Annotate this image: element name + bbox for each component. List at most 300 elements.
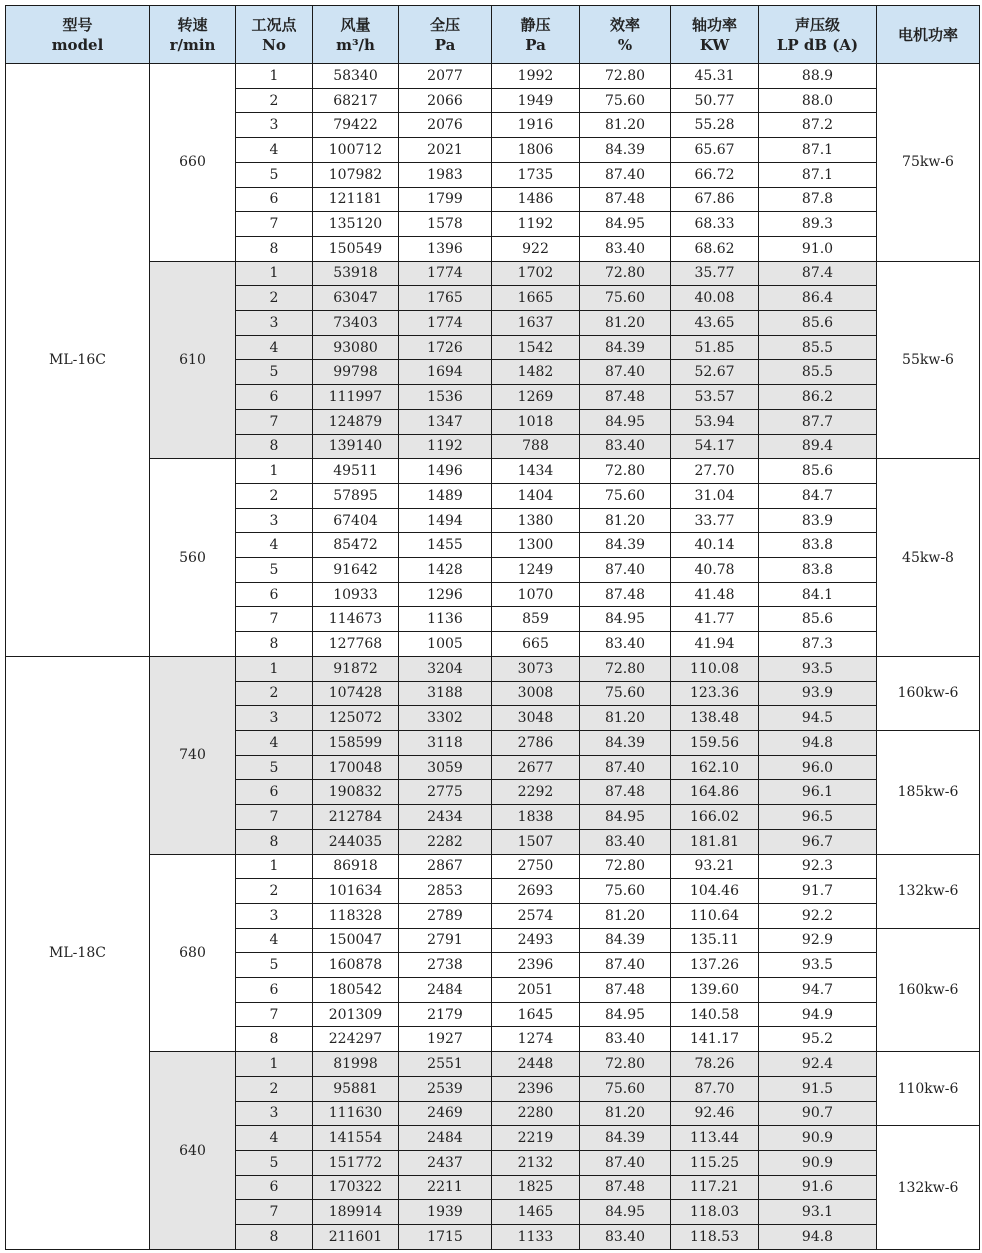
point-cell: 3 xyxy=(236,113,313,138)
sound-level-cell: 84.7 xyxy=(759,483,877,508)
sound-level-cell: 87.1 xyxy=(759,138,877,163)
efficiency-cell: 72.80 xyxy=(580,854,671,879)
efficiency-cell: 72.80 xyxy=(580,459,671,484)
speed-cell: 740 xyxy=(150,656,236,854)
point-cell: 6 xyxy=(236,582,313,607)
sound-level-cell: 88.0 xyxy=(759,88,877,113)
efficiency-cell: 75.60 xyxy=(580,88,671,113)
efficiency-cell: 87.48 xyxy=(580,385,671,410)
efficiency-cell: 75.60 xyxy=(580,681,671,706)
static-pressure-cell: 3048 xyxy=(492,706,580,731)
airflow-cell: 150047 xyxy=(313,928,399,953)
sound-level-cell: 83.8 xyxy=(759,558,877,583)
efficiency-cell: 87.40 xyxy=(580,558,671,583)
shaft-power-cell: 45.31 xyxy=(671,64,759,89)
airflow-cell: 114673 xyxy=(313,607,399,632)
static-pressure-cell: 2219 xyxy=(492,1126,580,1151)
sound-level-cell: 96.1 xyxy=(759,780,877,805)
efficiency-cell: 81.20 xyxy=(580,1101,671,1126)
airflow-cell: 81998 xyxy=(313,1052,399,1077)
shaft-power-cell: 117.21 xyxy=(671,1175,759,1200)
header-point: 工况点 No xyxy=(236,6,313,64)
airflow-cell: 99798 xyxy=(313,360,399,385)
efficiency-cell: 83.40 xyxy=(580,434,671,459)
airflow-cell: 57895 xyxy=(313,483,399,508)
efficiency-cell: 83.40 xyxy=(580,829,671,854)
header-row xyxy=(6,6,980,64)
airflow-cell: 224297 xyxy=(313,1027,399,1052)
sound-level-cell: 94.9 xyxy=(759,1002,877,1027)
total-pressure-cell: 1774 xyxy=(399,311,492,336)
point-cell: 6 xyxy=(236,1175,313,1200)
point-cell: 2 xyxy=(236,88,313,113)
sound-level-cell: 87.7 xyxy=(759,409,877,434)
shaft-power-cell: 113.44 xyxy=(671,1126,759,1151)
efficiency-cell: 87.40 xyxy=(580,953,671,978)
point-cell: 1 xyxy=(236,261,313,286)
efficiency-cell: 84.95 xyxy=(580,607,671,632)
shaft-power-cell: 118.53 xyxy=(671,1225,759,1250)
efficiency-cell: 87.40 xyxy=(580,755,671,780)
airflow-cell: 53918 xyxy=(313,261,399,286)
header-motor-power: 电机功率 xyxy=(877,6,980,64)
point-cell: 2 xyxy=(236,286,313,311)
motor-power-cell: 75kw-6 xyxy=(877,64,980,262)
shaft-power-cell: 41.77 xyxy=(671,607,759,632)
point-cell: 7 xyxy=(236,805,313,830)
airflow-cell: 127768 xyxy=(313,632,399,657)
airflow-cell: 135120 xyxy=(313,212,399,237)
efficiency-cell: 84.95 xyxy=(580,1200,671,1225)
total-pressure-cell: 1296 xyxy=(399,582,492,607)
efficiency-cell: 87.48 xyxy=(580,187,671,212)
total-pressure-cell: 1578 xyxy=(399,212,492,237)
total-pressure-cell: 2853 xyxy=(399,879,492,904)
shaft-power-cell: 68.62 xyxy=(671,236,759,261)
motor-power-cell: 160kw-6 xyxy=(877,656,980,730)
airflow-cell: 49511 xyxy=(313,459,399,484)
sound-level-cell: 94.5 xyxy=(759,706,877,731)
static-pressure-cell: 788 xyxy=(492,434,580,459)
point-cell: 1 xyxy=(236,1052,313,1077)
efficiency-cell: 72.80 xyxy=(580,1052,671,1077)
sound-level-cell: 85.6 xyxy=(759,311,877,336)
shaft-power-cell: 41.94 xyxy=(671,632,759,657)
airflow-cell: 189914 xyxy=(313,1200,399,1225)
airflow-cell: 100712 xyxy=(313,138,399,163)
point-cell: 7 xyxy=(236,1200,313,1225)
sound-level-cell: 88.9 xyxy=(759,64,877,89)
static-pressure-cell: 1702 xyxy=(492,261,580,286)
efficiency-cell: 87.48 xyxy=(580,978,671,1003)
efficiency-cell: 84.95 xyxy=(580,805,671,830)
sound-level-cell: 86.4 xyxy=(759,286,877,311)
efficiency-cell: 84.95 xyxy=(580,212,671,237)
static-pressure-cell: 1300 xyxy=(492,533,580,558)
static-pressure-cell: 2292 xyxy=(492,780,580,805)
total-pressure-cell: 3302 xyxy=(399,706,492,731)
total-pressure-cell: 2738 xyxy=(399,953,492,978)
airflow-cell: 139140 xyxy=(313,434,399,459)
total-pressure-cell: 2021 xyxy=(399,138,492,163)
table-body xyxy=(6,64,980,1250)
airflow-cell: 111997 xyxy=(313,385,399,410)
total-pressure-cell: 2539 xyxy=(399,1076,492,1101)
point-cell: 8 xyxy=(236,829,313,854)
speed-cell: 680 xyxy=(150,854,236,1052)
total-pressure-cell: 1396 xyxy=(399,236,492,261)
static-pressure-cell: 2396 xyxy=(492,1076,580,1101)
efficiency-cell: 72.80 xyxy=(580,64,671,89)
static-pressure-cell: 665 xyxy=(492,632,580,657)
sound-level-cell: 87.1 xyxy=(759,162,877,187)
airflow-cell: 67404 xyxy=(313,508,399,533)
point-cell: 2 xyxy=(236,483,313,508)
static-pressure-cell: 2693 xyxy=(492,879,580,904)
point-cell: 6 xyxy=(236,978,313,1003)
total-pressure-cell: 2066 xyxy=(399,88,492,113)
total-pressure-cell: 1939 xyxy=(399,1200,492,1225)
motor-power-cell: 132kw-6 xyxy=(877,1126,980,1250)
efficiency-cell: 83.40 xyxy=(580,236,671,261)
static-pressure-cell: 1645 xyxy=(492,1002,580,1027)
total-pressure-cell: 1774 xyxy=(399,261,492,286)
efficiency-cell: 81.20 xyxy=(580,706,671,731)
sound-level-cell: 91.7 xyxy=(759,879,877,904)
shaft-power-cell: 54.17 xyxy=(671,434,759,459)
airflow-cell: 10933 xyxy=(313,582,399,607)
sound-level-cell: 93.9 xyxy=(759,681,877,706)
table-row xyxy=(6,1052,980,1077)
motor-power-cell: 132kw-6 xyxy=(877,854,980,928)
total-pressure-cell: 2484 xyxy=(399,1126,492,1151)
airflow-cell: 150549 xyxy=(313,236,399,261)
sound-level-cell: 92.4 xyxy=(759,1052,877,1077)
sound-level-cell: 96.0 xyxy=(759,755,877,780)
sound-level-cell: 91.0 xyxy=(759,236,877,261)
point-cell: 8 xyxy=(236,1225,313,1250)
shaft-power-cell: 53.57 xyxy=(671,385,759,410)
shaft-power-cell: 66.72 xyxy=(671,162,759,187)
airflow-cell: 160878 xyxy=(313,953,399,978)
shaft-power-cell: 166.02 xyxy=(671,805,759,830)
sound-level-cell: 85.6 xyxy=(759,607,877,632)
static-pressure-cell: 1380 xyxy=(492,508,580,533)
header-airflow: 风量 m³/h xyxy=(313,6,399,64)
total-pressure-cell: 1536 xyxy=(399,385,492,410)
shaft-power-cell: 181.81 xyxy=(671,829,759,854)
airflow-cell: 170322 xyxy=(313,1175,399,1200)
shaft-power-cell: 67.86 xyxy=(671,187,759,212)
header-total-pressure: 全压 Pa xyxy=(399,6,492,64)
shaft-power-cell: 135.11 xyxy=(671,928,759,953)
sound-level-cell: 94.7 xyxy=(759,978,877,1003)
sound-level-cell: 96.7 xyxy=(759,829,877,854)
point-cell: 7 xyxy=(236,1002,313,1027)
total-pressure-cell: 1005 xyxy=(399,632,492,657)
table-row xyxy=(6,656,980,681)
static-pressure-cell: 3073 xyxy=(492,656,580,681)
total-pressure-cell: 1192 xyxy=(399,434,492,459)
total-pressure-cell: 1927 xyxy=(399,1027,492,1052)
efficiency-cell: 83.40 xyxy=(580,632,671,657)
airflow-cell: 170048 xyxy=(313,755,399,780)
sound-level-cell: 90.9 xyxy=(759,1126,877,1151)
shaft-power-cell: 35.77 xyxy=(671,261,759,286)
total-pressure-cell: 1694 xyxy=(399,360,492,385)
point-cell: 4 xyxy=(236,533,313,558)
sound-level-cell: 92.9 xyxy=(759,928,877,953)
airflow-cell: 91642 xyxy=(313,558,399,583)
sound-level-cell: 92.2 xyxy=(759,903,877,928)
shaft-power-cell: 141.17 xyxy=(671,1027,759,1052)
static-pressure-cell: 1542 xyxy=(492,335,580,360)
shaft-power-cell: 138.48 xyxy=(671,706,759,731)
point-cell: 4 xyxy=(236,730,313,755)
airflow-cell: 86918 xyxy=(313,854,399,879)
point-cell: 5 xyxy=(236,953,313,978)
model-cell: ML-16C xyxy=(6,64,150,657)
speed-cell: 640 xyxy=(150,1052,236,1250)
efficiency-cell: 75.60 xyxy=(580,1076,671,1101)
airflow-cell: 95881 xyxy=(313,1076,399,1101)
airflow-cell: 212784 xyxy=(313,805,399,830)
shaft-power-cell: 27.70 xyxy=(671,459,759,484)
airflow-cell: 68217 xyxy=(313,88,399,113)
speed-cell: 560 xyxy=(150,459,236,657)
efficiency-cell: 84.39 xyxy=(580,1126,671,1151)
total-pressure-cell: 1494 xyxy=(399,508,492,533)
sound-level-cell: 93.5 xyxy=(759,953,877,978)
point-cell: 1 xyxy=(236,64,313,89)
point-cell: 6 xyxy=(236,187,313,212)
shaft-power-cell: 110.64 xyxy=(671,903,759,928)
static-pressure-cell: 1434 xyxy=(492,459,580,484)
efficiency-cell: 87.40 xyxy=(580,1150,671,1175)
efficiency-cell: 81.20 xyxy=(580,508,671,533)
point-cell: 3 xyxy=(236,508,313,533)
sound-level-cell: 87.3 xyxy=(759,632,877,657)
shaft-power-cell: 43.65 xyxy=(671,311,759,336)
shaft-power-cell: 33.77 xyxy=(671,508,759,533)
point-cell: 7 xyxy=(236,212,313,237)
static-pressure-cell: 1992 xyxy=(492,64,580,89)
total-pressure-cell: 2077 xyxy=(399,64,492,89)
static-pressure-cell: 3008 xyxy=(492,681,580,706)
efficiency-cell: 87.40 xyxy=(580,162,671,187)
sound-level-cell: 91.6 xyxy=(759,1175,877,1200)
static-pressure-cell: 2132 xyxy=(492,1150,580,1175)
shaft-power-cell: 104.46 xyxy=(671,879,759,904)
static-pressure-cell: 2493 xyxy=(492,928,580,953)
airflow-cell: 124879 xyxy=(313,409,399,434)
header-efficiency: 效率 % xyxy=(580,6,671,64)
shaft-power-cell: 140.58 xyxy=(671,1002,759,1027)
sound-level-cell: 91.5 xyxy=(759,1076,877,1101)
airflow-cell: 73403 xyxy=(313,311,399,336)
header-model: 型号 model xyxy=(6,6,150,64)
airflow-cell: 190832 xyxy=(313,780,399,805)
sound-level-cell: 90.7 xyxy=(759,1101,877,1126)
airflow-cell: 79422 xyxy=(313,113,399,138)
sound-level-cell: 96.5 xyxy=(759,805,877,830)
static-pressure-cell: 1249 xyxy=(492,558,580,583)
static-pressure-cell: 2051 xyxy=(492,978,580,1003)
sound-level-cell: 94.8 xyxy=(759,1225,877,1250)
total-pressure-cell: 2076 xyxy=(399,113,492,138)
static-pressure-cell: 1735 xyxy=(492,162,580,187)
airflow-cell: 85472 xyxy=(313,533,399,558)
motor-power-cell: 110kw-6 xyxy=(877,1052,980,1126)
efficiency-cell: 87.48 xyxy=(580,1175,671,1200)
static-pressure-cell: 922 xyxy=(492,236,580,261)
airflow-cell: 151772 xyxy=(313,1150,399,1175)
static-pressure-cell: 2448 xyxy=(492,1052,580,1077)
shaft-power-cell: 159.56 xyxy=(671,730,759,755)
sound-level-cell: 89.3 xyxy=(759,212,877,237)
airflow-cell: 118328 xyxy=(313,903,399,928)
motor-power-cell: 55kw-6 xyxy=(877,261,980,459)
shaft-power-cell: 78.26 xyxy=(671,1052,759,1077)
total-pressure-cell: 2791 xyxy=(399,928,492,953)
total-pressure-cell: 1799 xyxy=(399,187,492,212)
static-pressure-cell: 1070 xyxy=(492,582,580,607)
shaft-power-cell: 41.48 xyxy=(671,582,759,607)
point-cell: 7 xyxy=(236,409,313,434)
total-pressure-cell: 2484 xyxy=(399,978,492,1003)
static-pressure-cell: 2786 xyxy=(492,730,580,755)
total-pressure-cell: 1765 xyxy=(399,286,492,311)
shaft-power-cell: 52.67 xyxy=(671,360,759,385)
point-cell: 6 xyxy=(236,385,313,410)
point-cell: 8 xyxy=(236,632,313,657)
point-cell: 4 xyxy=(236,138,313,163)
efficiency-cell: 75.60 xyxy=(580,879,671,904)
static-pressure-cell: 1949 xyxy=(492,88,580,113)
static-pressure-cell: 2677 xyxy=(492,755,580,780)
header-static-pressure: 静压 Pa xyxy=(492,6,580,64)
airflow-cell: 125072 xyxy=(313,706,399,731)
shaft-power-cell: 51.85 xyxy=(671,335,759,360)
point-cell: 4 xyxy=(236,1126,313,1151)
sound-level-cell: 93.1 xyxy=(759,1200,877,1225)
static-pressure-cell: 1404 xyxy=(492,483,580,508)
efficiency-cell: 83.40 xyxy=(580,1225,671,1250)
motor-power-cell: 45kw-8 xyxy=(877,459,980,657)
shaft-power-cell: 53.94 xyxy=(671,409,759,434)
shaft-power-cell: 68.33 xyxy=(671,212,759,237)
airflow-cell: 180542 xyxy=(313,978,399,1003)
shaft-power-cell: 139.60 xyxy=(671,978,759,1003)
total-pressure-cell: 3204 xyxy=(399,656,492,681)
sound-level-cell: 92.3 xyxy=(759,854,877,879)
static-pressure-cell: 1482 xyxy=(492,360,580,385)
shaft-power-cell: 162.10 xyxy=(671,755,759,780)
sound-level-cell: 89.4 xyxy=(759,434,877,459)
total-pressure-cell: 2437 xyxy=(399,1150,492,1175)
sound-level-cell: 85.5 xyxy=(759,360,877,385)
point-cell: 8 xyxy=(236,236,313,261)
motor-power-cell: 185kw-6 xyxy=(877,730,980,854)
total-pressure-cell: 1726 xyxy=(399,335,492,360)
static-pressure-cell: 2396 xyxy=(492,953,580,978)
shaft-power-cell: 137.26 xyxy=(671,953,759,978)
efficiency-cell: 75.60 xyxy=(580,483,671,508)
static-pressure-cell: 1486 xyxy=(492,187,580,212)
header-shaft-power: 轴功率 KW xyxy=(671,6,759,64)
point-cell: 3 xyxy=(236,311,313,336)
point-cell: 4 xyxy=(236,928,313,953)
table-row xyxy=(6,459,980,484)
sound-level-cell: 83.9 xyxy=(759,508,877,533)
shaft-power-cell: 40.14 xyxy=(671,533,759,558)
total-pressure-cell: 2551 xyxy=(399,1052,492,1077)
efficiency-cell: 84.95 xyxy=(580,409,671,434)
shaft-power-cell: 65.67 xyxy=(671,138,759,163)
total-pressure-cell: 1489 xyxy=(399,483,492,508)
efficiency-cell: 84.95 xyxy=(580,1002,671,1027)
efficiency-cell: 84.39 xyxy=(580,335,671,360)
airflow-cell: 107428 xyxy=(313,681,399,706)
sound-level-cell: 87.4 xyxy=(759,261,877,286)
sound-level-cell: 94.8 xyxy=(759,730,877,755)
shaft-power-cell: 55.28 xyxy=(671,113,759,138)
table-row xyxy=(6,261,980,286)
airflow-cell: 111630 xyxy=(313,1101,399,1126)
airflow-cell: 93080 xyxy=(313,335,399,360)
airflow-cell: 63047 xyxy=(313,286,399,311)
static-pressure-cell: 1916 xyxy=(492,113,580,138)
total-pressure-cell: 3059 xyxy=(399,755,492,780)
total-pressure-cell: 1136 xyxy=(399,607,492,632)
static-pressure-cell: 1637 xyxy=(492,311,580,336)
total-pressure-cell: 1496 xyxy=(399,459,492,484)
point-cell: 5 xyxy=(236,755,313,780)
table-row xyxy=(6,64,980,89)
efficiency-cell: 84.39 xyxy=(580,928,671,953)
efficiency-cell: 81.20 xyxy=(580,311,671,336)
total-pressure-cell: 3188 xyxy=(399,681,492,706)
shaft-power-cell: 118.03 xyxy=(671,1200,759,1225)
efficiency-cell: 81.20 xyxy=(580,113,671,138)
airflow-cell: 201309 xyxy=(313,1002,399,1027)
static-pressure-cell: 1838 xyxy=(492,805,580,830)
sound-level-cell: 90.9 xyxy=(759,1150,877,1175)
point-cell: 5 xyxy=(236,558,313,583)
sound-level-cell: 93.5 xyxy=(759,656,877,681)
header-sound-level: 声压级 LP dB (A) xyxy=(759,6,877,64)
point-cell: 5 xyxy=(236,360,313,385)
sound-level-cell: 86.2 xyxy=(759,385,877,410)
efficiency-cell: 75.60 xyxy=(580,286,671,311)
point-cell: 3 xyxy=(236,1101,313,1126)
shaft-power-cell: 92.46 xyxy=(671,1101,759,1126)
point-cell: 5 xyxy=(236,162,313,187)
sound-level-cell: 85.6 xyxy=(759,459,877,484)
efficiency-cell: 84.39 xyxy=(580,138,671,163)
point-cell: 2 xyxy=(236,1076,313,1101)
static-pressure-cell: 1192 xyxy=(492,212,580,237)
point-cell: 1 xyxy=(236,656,313,681)
sound-level-cell: 87.2 xyxy=(759,113,877,138)
total-pressure-cell: 2282 xyxy=(399,829,492,854)
airflow-cell: 101634 xyxy=(313,879,399,904)
airflow-cell: 91872 xyxy=(313,656,399,681)
sound-level-cell: 83.8 xyxy=(759,533,877,558)
total-pressure-cell: 2775 xyxy=(399,780,492,805)
efficiency-cell: 72.80 xyxy=(580,261,671,286)
static-pressure-cell: 1269 xyxy=(492,385,580,410)
